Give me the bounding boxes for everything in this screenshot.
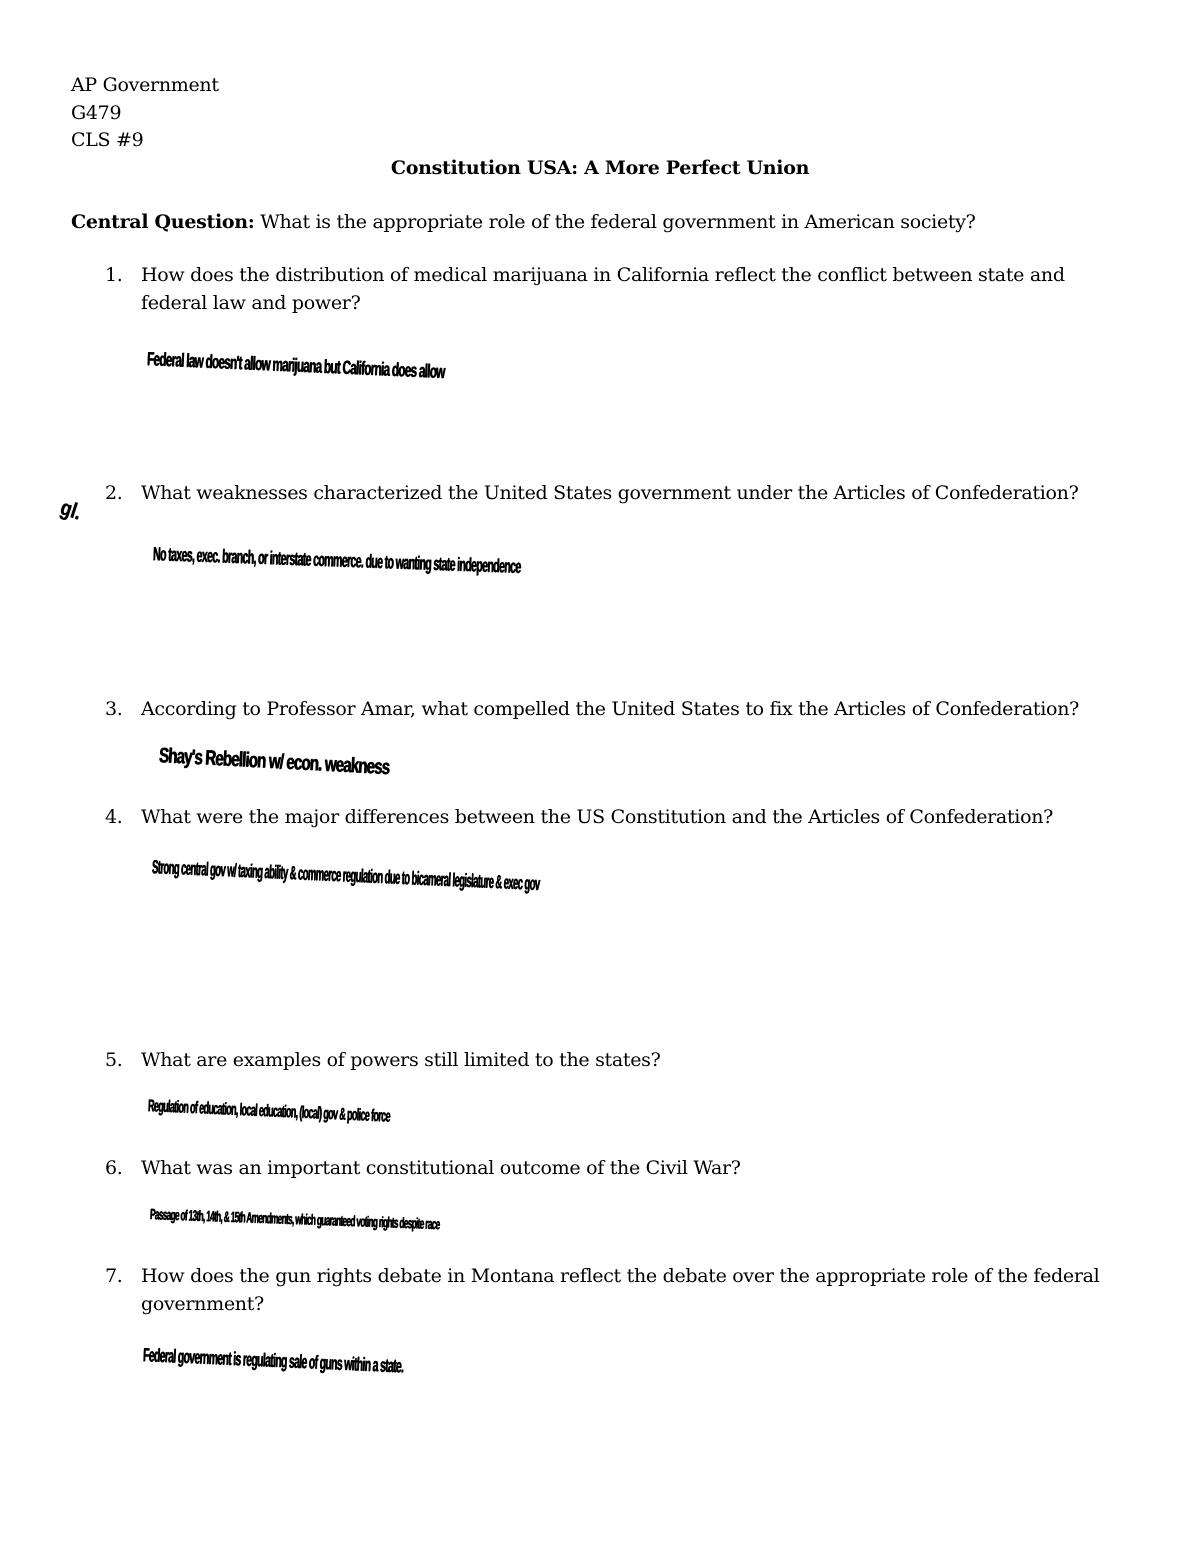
- question-2: [105, 479, 1105, 507]
- central-question-label: Central Question:: [71, 211, 255, 233]
- question-text: What was an important constitutional outcome of the Civil War?: [141, 1157, 741, 1179]
- question-3: [105, 695, 1105, 723]
- handwritten-answer-2: No taxes, exec. branch, or interstate commerce. due to wanting state independence: [152, 544, 521, 578]
- central-question: [71, 209, 1161, 235]
- question-number: 3.: [105, 698, 123, 720]
- question-number: 4.: [105, 806, 123, 828]
- question-text: How does the distribution of medical marijuana in California reflect the conflict between state and federal law and power?: [141, 264, 1065, 314]
- question-1: [105, 261, 1105, 317]
- room-number: G479: [71, 102, 122, 124]
- question-text: According to Professor Amar, what compelled the United States to fix the Articles of Confederation?: [141, 698, 1080, 720]
- question-number: 5.: [105, 1049, 123, 1071]
- class-number: CLS #9: [71, 129, 144, 151]
- question-text: What are examples of powers still limited to the states?: [141, 1049, 661, 1071]
- question-6: [105, 1154, 1105, 1182]
- question-number: 2.: [105, 482, 123, 504]
- handwritten-answer-5: Regulation of education, local education, (local) gov & police force: [147, 1096, 391, 1126]
- question-number: 6.: [105, 1157, 123, 1179]
- question-4: [105, 803, 1105, 831]
- handwritten-answer-1: Federal law doesn't allow marijuana but California does allow: [146, 349, 445, 383]
- margin-annotation: gl.: [57, 494, 85, 525]
- course-name: AP Government: [71, 74, 219, 96]
- handwritten-answer-7: Federal government is regulating sale of guns within a state.: [142, 1345, 404, 1378]
- question-7: [105, 1262, 1105, 1318]
- question-5: [105, 1046, 1105, 1074]
- question-number: 7.: [105, 1265, 123, 1287]
- question-text: What were the major differences between the US Constitution and the Articles of Confederation?: [141, 806, 1054, 828]
- question-number: 1.: [105, 264, 123, 286]
- question-text: What weaknesses characterized the United States government under the Articles of Confederation?: [141, 482, 1079, 504]
- central-question-text: What is the appropriate role of the federal government in American society?: [260, 211, 976, 233]
- handwritten-answer-6: Passage of 13th, 14th, & 15th Amendments, which guaranteed voting rights despite race: [149, 1206, 440, 1234]
- handwritten-answer-4: Strong central gov w/ taxing ability & commerce regulation due to bicameral legislature & exec gov: [151, 857, 540, 895]
- page-title: Constitution USA: A More Perfect Union: [390, 157, 810, 179]
- question-text: How does the gun rights debate in Montana reflect the debate over the appropriate role of the federal government?: [141, 1265, 1100, 1315]
- handwritten-answer-3: Shay's Rebellion w/ econ. weakness: [158, 744, 390, 780]
